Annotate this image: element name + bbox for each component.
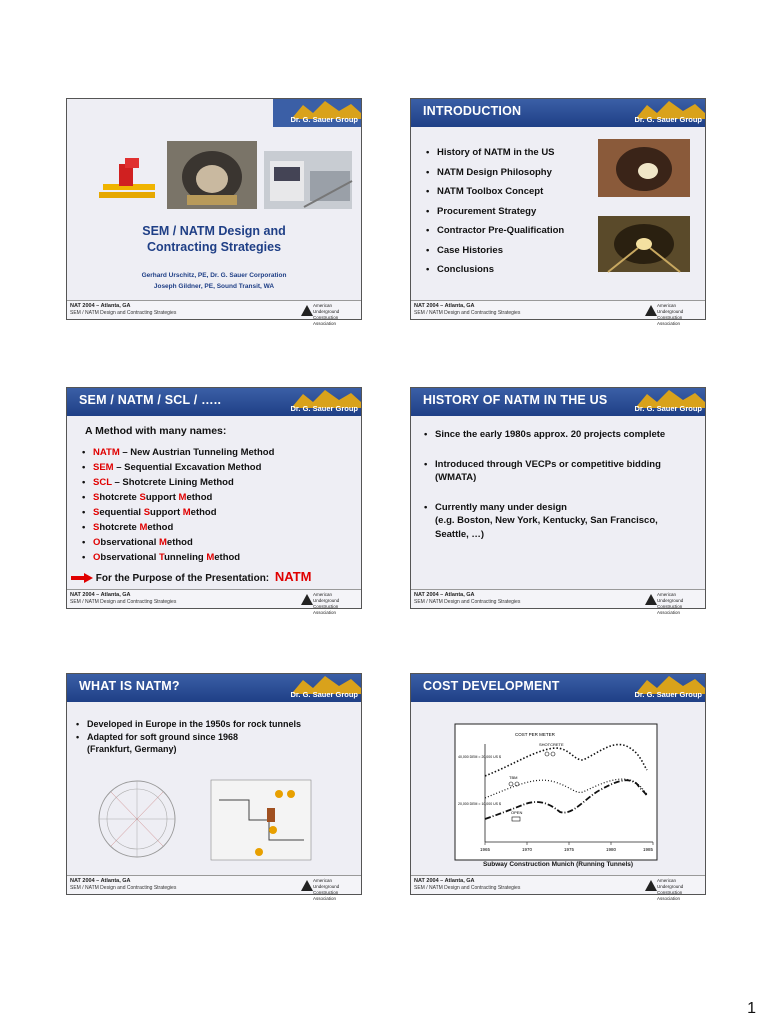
auca-triangle-icon xyxy=(301,304,313,316)
tunnel-cross-section-diagram xyxy=(81,774,193,864)
list-item: • Adapted for soft ground since 1968 (Frankfurt, Germany) xyxy=(75,731,355,756)
y-label-lower: 20,000 DEM = 10,000 US $ xyxy=(458,802,501,806)
slide-footer: NAT 2004 – Atlanta, GA SEM / NATM Design and Contracting Strategies American Underground Construction Association xyxy=(411,589,705,608)
arrow-right-icon xyxy=(71,573,93,583)
sauer-group-logo: Dr. G. Sauer Group xyxy=(273,388,361,416)
auca-logo: American Underground Construction Association xyxy=(645,592,701,606)
page-number: 1 xyxy=(747,1000,756,1017)
natm-list xyxy=(75,718,355,756)
footer-subtitle: SEM / NATM Design and Contracting Strategies xyxy=(70,310,177,316)
slide-4 xyxy=(410,387,706,615)
label-tbm: TBM xyxy=(509,775,518,780)
label-open: OPEN xyxy=(511,810,523,815)
list-item: • Observational Method xyxy=(81,535,274,550)
sauer-group-logo: Dr. G. Sauer Group xyxy=(617,388,705,416)
auca-logo: American Underground Construction Association xyxy=(301,303,357,317)
label-shotcrete: SHOTCRETE xyxy=(539,742,564,747)
names-list xyxy=(81,445,274,565)
sauer-group-logo: Dr. G. Sauer Group xyxy=(617,99,705,127)
subway-train-image xyxy=(264,151,352,209)
x-tick-label: 1980 xyxy=(606,847,617,852)
auca-logo: American Underground Construction Association xyxy=(301,878,357,892)
x-tick-label: 1970 xyxy=(522,847,533,852)
slide-3 xyxy=(66,387,362,615)
chart-caption: Subway Construction Munich (Running Tunnels) xyxy=(482,861,634,868)
sauer-group-logo: Dr. G. Sauer Group xyxy=(617,674,705,702)
purpose-line: For the Purpose of the Presentation: NATM xyxy=(71,569,312,584)
auca-triangle-icon xyxy=(645,593,657,605)
agenda-list xyxy=(425,143,564,280)
intro-text: A Method with many names: xyxy=(85,425,227,437)
slide-footer: NAT 2004 – Atlanta, GA SEM / NATM Design and Contracting Strategies American Underground Construction Association xyxy=(67,589,361,608)
sauer-group-logo xyxy=(273,99,361,127)
slide-footer xyxy=(67,300,361,326)
auca-triangle-icon xyxy=(301,879,313,891)
auca-logo: American Underground Construction Association xyxy=(645,303,701,317)
machine-image xyxy=(95,154,159,204)
x-tick-label: 1985 xyxy=(643,847,654,852)
chart-title: COST PER METER xyxy=(515,732,555,737)
slide-5 xyxy=(66,673,362,901)
auca-logo: American Underground Construction Association xyxy=(301,592,357,606)
slide-2 xyxy=(410,98,706,326)
list-item: • Since the early 1980s approx. 20 projects complete xyxy=(423,428,691,442)
slide-footer: NAT 2004 – Atlanta, GA SEM / NATM Design and Contracting Strategies American Underground Construction Association xyxy=(411,300,705,319)
slide-title: HISTORY OF NATM IN THE US xyxy=(423,393,608,407)
list-item: • Case Histories xyxy=(425,241,564,261)
slide-title: WHAT IS NATM? xyxy=(79,679,180,693)
slide-footer: NAT 2004 – Atlanta, GA SEM / NATM Design and Contracting Strategies American Underground Construction Association xyxy=(67,875,361,894)
slide-footer: NAT 2004 – Atlanta, GA SEM / NATM Design and Contracting Strategies American Underground Construction Association xyxy=(411,875,705,894)
list-item: • Currently many under design (e.g. Boston, New York, Kentucky, San Francisco, Seattle, …) xyxy=(423,501,691,542)
list-item: • SCL – Shotcrete Lining Method xyxy=(81,475,274,490)
brand-label: Dr. G. Sauer Group xyxy=(290,115,358,124)
slide-title: INTRODUCTION xyxy=(423,104,522,118)
sauer-group-logo: Dr. G. Sauer Group xyxy=(273,674,361,702)
excavation-sequence-diagram xyxy=(209,770,313,866)
list-item: • Observational Tunneling Method xyxy=(81,550,274,565)
list-item: • Sequential Support Method xyxy=(81,505,274,520)
title-line-1: SEM / NATM Design and xyxy=(142,224,286,238)
list-item: • Developed in Europe in the 1950s for rock tunnels xyxy=(75,718,355,731)
auca-triangle-icon xyxy=(645,879,657,891)
title-line-2: Contracting Strategies xyxy=(146,240,282,254)
list-item: • Contractor Pre-Qualification xyxy=(425,221,564,241)
auca-logo: American Underground Construction Association xyxy=(645,878,701,892)
slide-title: SEM / NATM / SCL / ….. xyxy=(79,393,222,407)
x-tick-label: 1975 xyxy=(564,847,575,852)
authors xyxy=(67,270,361,292)
list-item: • Procurement Strategy xyxy=(425,202,564,222)
footer-event: NAT 2004 – Atlanta, GA xyxy=(70,303,131,309)
tunnel-image xyxy=(167,141,257,209)
author-2: Joseph Gildner, PE, Sound Transit, WA xyxy=(153,283,275,290)
tunnel-photo-1 xyxy=(598,139,690,197)
list-item: • Introduced through VECPs or competitive bidding (WMATA) xyxy=(423,458,691,485)
author-1: Gerhard Urschitz, PE, Dr. G. Sauer Corporation xyxy=(141,272,287,279)
x-tick-label: 1965 xyxy=(480,847,491,852)
list-item: • Shotcrete Method xyxy=(81,520,274,535)
slide-6 xyxy=(410,673,706,901)
tunnel-photo-2 xyxy=(598,216,690,272)
cost-development-chart xyxy=(455,724,657,860)
list-item: • History of NATM in the US xyxy=(425,143,564,163)
y-label-upper: 40,000 DEM = 20,000 US $ xyxy=(458,755,501,759)
list-item: • NATM – New Austrian Tunneling Method xyxy=(81,445,274,460)
list-item: • NATM Toolbox Concept xyxy=(425,182,564,202)
auca-triangle-icon xyxy=(645,304,657,316)
history-list xyxy=(423,428,691,541)
list-item: • NATM Design Philosophy xyxy=(425,163,564,183)
list-item: • Shotcrete Support Method xyxy=(81,490,274,505)
slide-title xyxy=(67,223,361,255)
list-item: • Conclusions xyxy=(425,260,564,280)
list-item: • SEM – Sequential Excavation Method xyxy=(81,460,274,475)
auca-triangle-icon xyxy=(301,593,313,605)
slide-title: COST DEVELOPMENT xyxy=(423,679,560,693)
slide-1 xyxy=(66,98,362,326)
